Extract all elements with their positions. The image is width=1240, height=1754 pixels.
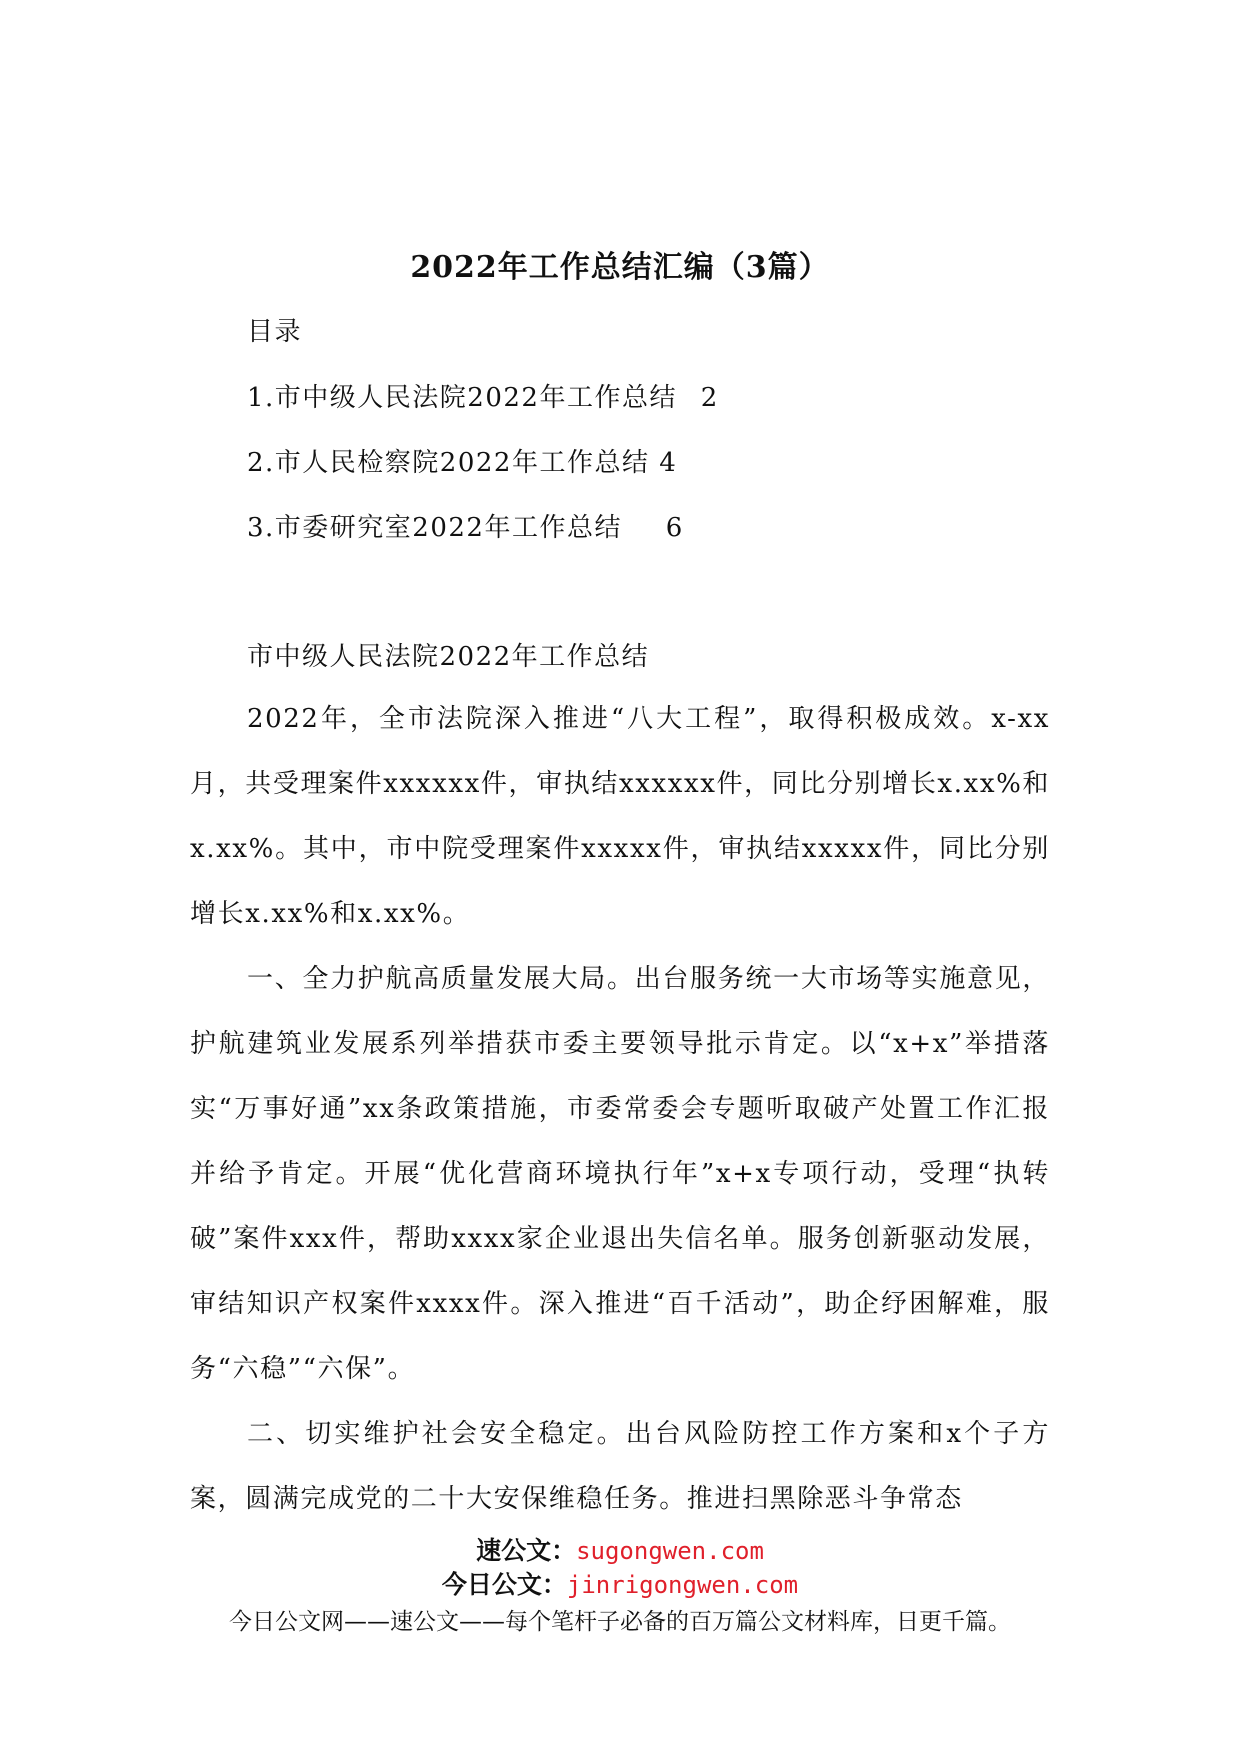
- jinrigongwen-link[interactable]: jinrigongwen.com: [566, 1571, 799, 1599]
- toc-item-label: 3.市委研究室2022年工作总结: [247, 513, 622, 543]
- footer-label: 今日公文：: [441, 1570, 567, 1599]
- document-title: 2022年工作总结汇编（3篇）: [410, 250, 830, 285]
- toc-item[interactable]: [247, 507, 684, 544]
- toc-item-page: 6: [665, 513, 684, 543]
- toc-item-label: 1.市中级人民法院2022年工作总结: [247, 383, 677, 413]
- body-paragraph: 2022年，全市法院深入推进“八大工程”，取得积极成效。x-xx月，共受理案件xxxxxx件，审执结xxxxxx件，同比分别增长x.xx%和x.xx%。其中，市中院受理案件xxxxx件，审执结xxxxx件，同比分别增长x.xx%和x.xx%。: [190, 704, 1050, 929]
- footer-line-sugongwen: [0, 1531, 1240, 1567]
- sugongwen-link[interactable]: sugongwen.com: [576, 1537, 764, 1565]
- body-paragraph: 二、切实维护社会安全稳定。出台风险防控工作方案和x个子方案，圆满完成党的二十大安保维稳任务。推进扫黑除恶斗争常态: [190, 1419, 1050, 1514]
- section-heading: 市中级人民法院2022年工作总结: [247, 642, 650, 672]
- footer-line-jinrigongwen: [0, 1565, 1240, 1601]
- toc-item-page: 2: [700, 383, 719, 413]
- toc-heading: 目录: [247, 317, 303, 347]
- toc-item[interactable]: [247, 442, 677, 479]
- footer-label: 速公文：: [476, 1536, 577, 1565]
- toc-item[interactable]: [247, 377, 719, 414]
- toc-item-label: 2.市人民检察院2022年工作总结: [247, 448, 650, 478]
- footer-tagline: 今日公文网——速公文——每个笔杆子必备的百万篇公文材料库，日更千篇。: [229, 1609, 1011, 1635]
- toc-item-page: 4: [659, 448, 678, 478]
- body-paragraph: 一、全力护航高质量发展大局。出台服务统一大市场等实施意见，护航建筑业发展系列举措获市委主要领导批示肯定。以“x+x”举措落实“万事好通”xx条政策措施，市委常委会专题听取破产处置工作汇报并给予肯定。开展“优化营商环境执行年”x+x专项行动，受理“执转破”案件xxx件，帮助xxxx家企业退出失信名单。服务创新驱动发展，审结知识产权案件xxxx件。深入推进“百千活动”，助企纾困解难，服务“六稳”“六保”。: [190, 964, 1050, 1384]
